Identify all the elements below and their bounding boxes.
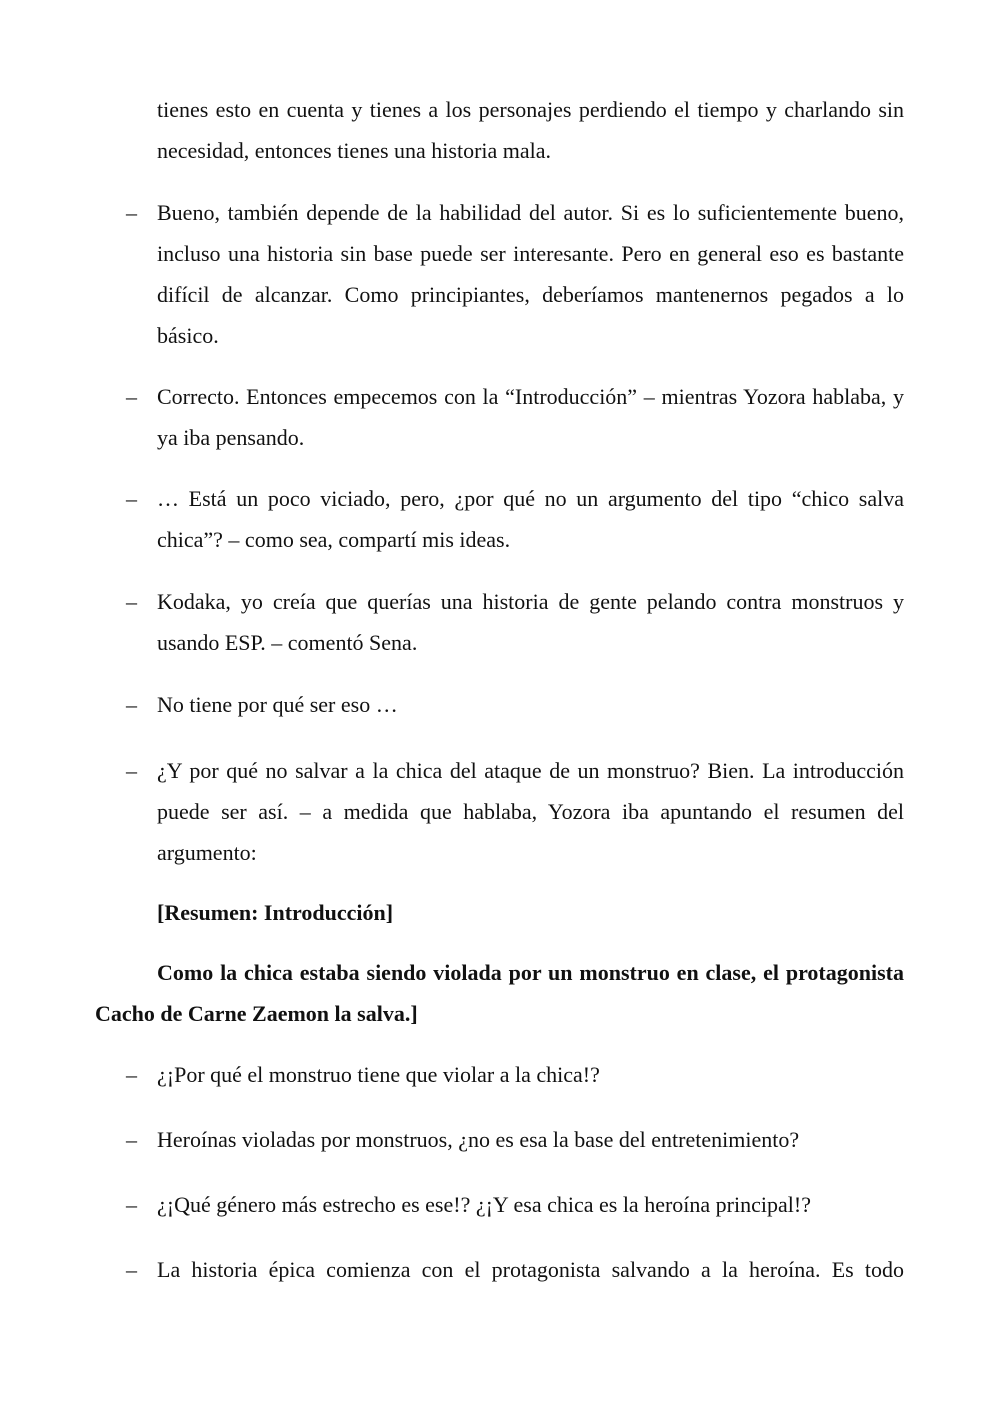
dialogue-dash: – — [126, 200, 137, 225]
dialogue-line-5 — [126, 684, 904, 725]
dialogue-dash: – — [126, 1127, 137, 1152]
dialogue-dash: – — [126, 589, 137, 614]
dialogue-text: La historia épica comienza con el protagonista salvando a la heroína. Es todo — [157, 1257, 904, 1282]
dialogue-text: ¿¡Por qué el monstruo tiene que violar a la chica!? — [157, 1062, 600, 1087]
dialogue-line-6 — [126, 750, 904, 873]
dialogue-line-10 — [126, 1249, 904, 1290]
summary-body: Como la chica estaba siendo violada por un monstruo en clase, el protagonista Cacho de Carne Zaemon la salva.] — [95, 960, 904, 1026]
dialogue-text: ¿Y por qué no salvar a la chica del ataque de un monstruo? Bien. La introducción puede ser así. – a medida que hablaba, Yozora iba apuntando el resumen del argumento: — [157, 758, 904, 865]
dialogue-dash: – — [126, 692, 137, 717]
dialogue-text: Heroínas violadas por monstruos, ¿no es esa la base del entretenimiento? — [157, 1127, 800, 1152]
dialogue-dash: – — [126, 758, 137, 783]
dialogue-dash: – — [126, 384, 137, 409]
dialogue-text: No tiene por qué ser eso … — [157, 692, 398, 717]
dialogue-line-3 — [126, 478, 904, 560]
dialogue-dash: – — [126, 1192, 137, 1217]
dialogue-text: Kodaka, yo creía que querías una historia de gente pelando contra monstruos y usando ESP. – comentó Sena. — [157, 589, 904, 655]
dialogue-line-4 — [126, 581, 904, 663]
dialogue-line-2 — [126, 376, 904, 458]
dialogue-text: Correcto. Entonces empecemos con la “Introducción” – mientras Yozora hablaba, y ya iba pensando. — [157, 384, 904, 450]
paragraph-continuation: tienes esto en cuenta y tienes a los personajes perdiendo el tiempo y charlando sin necesidad, entonces tienes una historia mala. — [157, 97, 904, 163]
dialogue-text: ¿¡Qué género más estrecho es ese!? ¿¡Y esa chica es la heroína principal!? — [157, 1192, 811, 1217]
summary-heading: [Resumen: Introducción] — [157, 900, 394, 925]
dialogue-dash: – — [126, 1257, 137, 1282]
dialogue-text: … Está un poco viciado, pero, ¿por qué no un argumento del tipo “chico salva chica”? – como sea, compartí mis ideas. — [157, 486, 904, 552]
dialogue-line-1 — [126, 192, 904, 356]
dialogue-line-9 — [126, 1184, 904, 1225]
dialogue-text: Bueno, también depende de la habilidad del autor. Si es lo suficientemente bueno, incluso una historia sin base puede ser interesante. Pero en general eso es bastante difícil de alcanzar. Como principiantes, deberíamos mantenernos pegados a lo básico. — [157, 200, 904, 348]
dialogue-dash: – — [126, 486, 137, 511]
dialogue-dash: – — [126, 1062, 137, 1087]
dialogue-line-8 — [126, 1119, 904, 1160]
dialogue-line-7 — [126, 1054, 904, 1095]
